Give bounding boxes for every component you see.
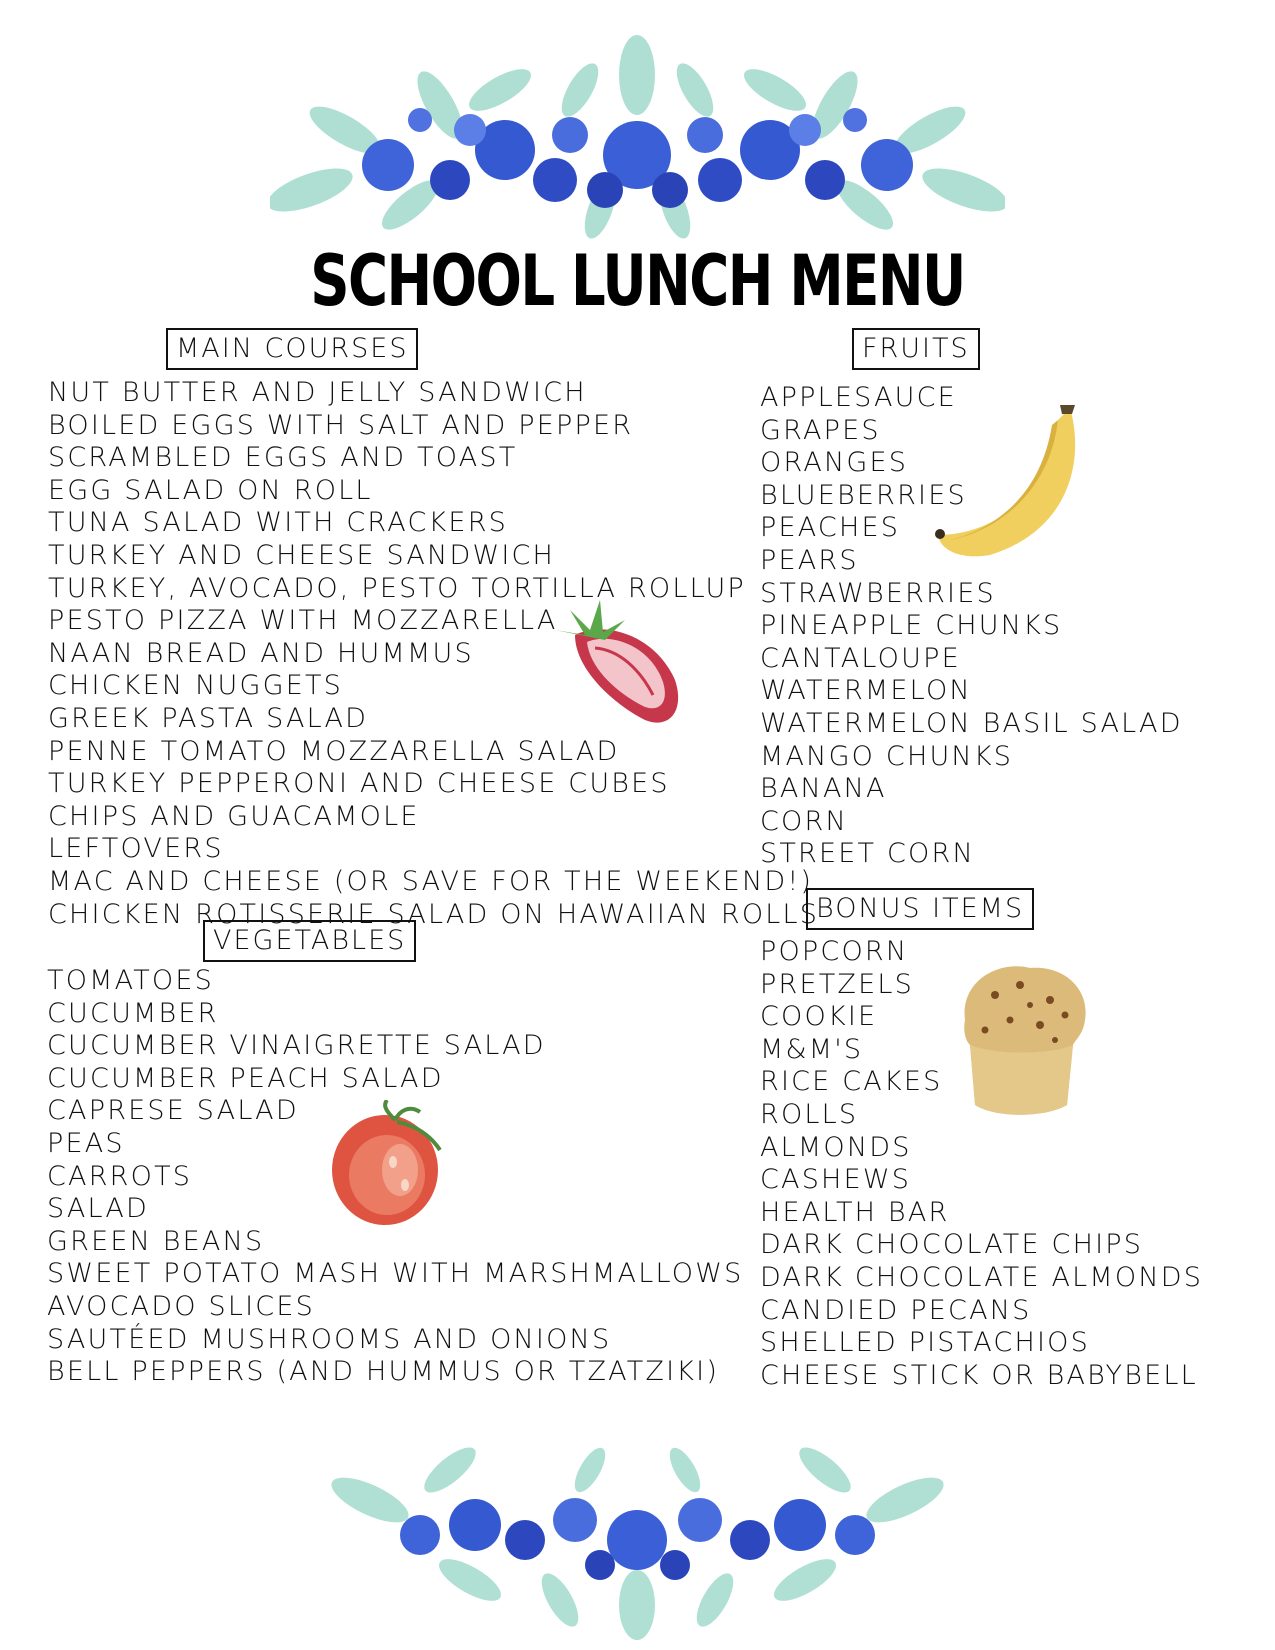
main-courses-item: TUNA SALAD WITH CRACKERS (48, 507, 508, 539)
vegetables-item: SAUTÉED MUSHROOMS AND ONIONS (47, 1323, 612, 1355)
bonus-items-item: PRETZELS (760, 968, 914, 1000)
main-courses-item: TURKEY, AVOCADO, PESTO TORTILLA ROLLUP (48, 572, 746, 604)
tomato-illustration (325, 1100, 450, 1230)
bonus-items-item: M&M'S (760, 1033, 864, 1065)
vegetables-item: GREEN BEANS (47, 1225, 265, 1257)
fruits-item: APPLESAUCE (760, 382, 957, 413)
main-courses-label: MAIN COURSES (166, 328, 418, 370)
main-courses-item: PESTO PIZZA WITH MOZZARELLA (48, 605, 558, 637)
main-courses-item: TURKEY PEPPERONI AND CHEESE CUBES (48, 768, 670, 800)
fruits-item: WATERMELON BASIL SALAD (760, 707, 1183, 739)
fruits-item: MANGO CHUNKS (760, 740, 1014, 772)
blueberry-garland-bottom (330, 1440, 945, 1640)
vegetables-item: TOMATOES (47, 965, 214, 996)
main-courses-item: EGG SALAD ON ROLL (48, 474, 373, 506)
vegetables-item: CUCUMBER (47, 997, 219, 1029)
fruits-item: STRAWBERRIES (760, 577, 996, 609)
vegetables-item: CUCUMBER PEACH SALAD (47, 1062, 444, 1094)
page-title: SCHOOL LUNCH MENU (310, 240, 965, 322)
vegetables-item: AVOCADO SLICES (47, 1290, 315, 1322)
main-courses-item: CHICKEN NUGGETS (48, 670, 344, 702)
fruits-item: PEACHES (760, 512, 901, 544)
fruits-item: PINEAPPLE CHUNKS (760, 610, 1063, 642)
vegetables-label: VEGETABLES (203, 920, 416, 962)
bonus-items-item: SHELLED PISTACHIOS (760, 1327, 1090, 1359)
fruits-item: GRAPES (760, 414, 881, 446)
blueberry-garland-top (270, 30, 1005, 245)
vegetables-item: CAPRESE SALAD (47, 1095, 299, 1127)
fruits-item: WATERMELON (760, 675, 972, 707)
fruits-item: STREET CORN (760, 838, 975, 870)
main-courses-list (48, 377, 819, 931)
fruits-item: CORN (760, 805, 848, 837)
fruits-label: FRUITS (852, 328, 980, 370)
fruits-item: BANANA (760, 773, 887, 805)
main-courses-item: MAC AND CHEESE (OR SAVE FOR THE WEEKEND!) (48, 865, 814, 897)
main-courses-item: SCRAMBLED EGGS AND TOAST (48, 442, 518, 474)
main-courses-item: PENNE TOMATO MOZZARELLA SALAD (48, 735, 620, 767)
main-courses-item: NAAN BREAD AND HUMMUS (48, 637, 474, 669)
bonus-items-item: RICE CAKES (760, 1066, 943, 1098)
vegetables-item: SALAD (47, 1193, 150, 1225)
main-courses-item: BOILED EGGS WITH SALT AND PEPPER (48, 409, 634, 441)
vegetables-item: PEAS (47, 1127, 125, 1159)
bonus-items-item: CHEESE STICK OR BABYBELL (760, 1359, 1198, 1391)
bonus-items-item: DARK CHOCOLATE CHIPS (760, 1229, 1144, 1261)
bonus-items-item: CASHEWS (760, 1164, 912, 1196)
main-courses-item: CHICKEN ROTISSERIE SALAD ON HAWAIIAN ROLLS (48, 898, 820, 930)
bonus-items-item: ALMONDS (760, 1131, 912, 1163)
main-courses-item: GREEK PASTA SALAD (48, 702, 369, 734)
vegetables-item: BELL PEPPERS (AND HUMMUS OR TZATZIKI) (47, 1356, 720, 1388)
fruits-item: BLUEBERRIES (760, 479, 967, 511)
bonus-items-item: HEALTH BAR (760, 1196, 950, 1228)
vegetables-item: CUCUMBER VINAIGRETTE SALAD (47, 1030, 546, 1062)
fruits-item: CANTALOUPE (760, 642, 961, 674)
bonus-items-label: BONUS ITEMS (806, 888, 1034, 930)
fruits-item: PEARS (760, 544, 859, 576)
bonus-items-item: COOKIE (760, 1001, 878, 1033)
bonus-items-item: POPCORN (760, 936, 909, 967)
bonus-items-item: CANDIED PECANS (760, 1294, 1032, 1326)
banana-illustration (930, 400, 1085, 565)
vegetables-item: SWEET POTATO MASH WITH MARSHMALLOWS (47, 1258, 744, 1290)
main-courses-item: TURKEY AND CHEESE SANDWICH (48, 539, 556, 571)
main-courses-item: CHIPS AND GUACAMOLE (48, 800, 420, 832)
main-courses-item: LEFTOVERS (48, 833, 224, 865)
main-courses-item: NUT BUTTER AND JELLY SANDWICH (48, 377, 587, 408)
vegetables-item: CARROTS (47, 1160, 193, 1192)
bonus-items-item: ROLLS (760, 1098, 859, 1130)
muffin-illustration (955, 960, 1095, 1120)
bonus-items-item: DARK CHOCOLATE ALMONDS (760, 1261, 1204, 1293)
fruits-item: ORANGES (760, 447, 909, 479)
strawberry-illustration (545, 590, 690, 730)
